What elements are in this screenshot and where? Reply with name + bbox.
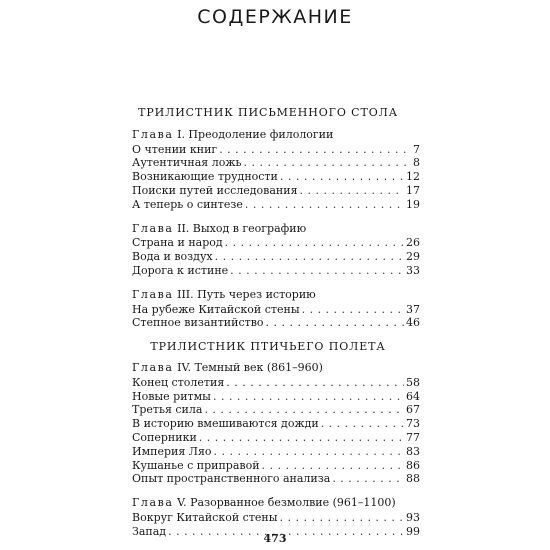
- chapter-heading: V. Разорванное безмолвие (961–1100): [177, 496, 396, 510]
- entry-title: Вода и воздух: [132, 250, 213, 264]
- dot-leader: [219, 143, 411, 157]
- entry-title: Опыт пространственного анализа: [132, 472, 331, 486]
- page-number: 473: [263, 532, 287, 545]
- dot-leader: [302, 303, 404, 317]
- chapter-title: [132, 288, 420, 302]
- dot-leader: [280, 511, 404, 525]
- chapter-prefix: Глава: [132, 287, 174, 301]
- toc-entry[interactable]: [132, 376, 420, 390]
- page-title: СОДЕРЖАНИЕ: [197, 6, 353, 28]
- part-title: ТРИЛИСТНИК ПТИЧЬЕГО ПОЛЕТА: [150, 340, 386, 354]
- entry-page: 46: [406, 316, 420, 330]
- dot-leader: [226, 376, 404, 390]
- entry-page: 12: [406, 170, 420, 184]
- entry-page: 73: [406, 417, 420, 431]
- toc-entry[interactable]: [132, 170, 420, 184]
- entry-page: 37: [406, 302, 420, 316]
- entry-page: 99: [406, 524, 420, 538]
- entry-page: 64: [406, 389, 420, 403]
- dot-leader: [266, 316, 404, 330]
- entry-page: 67: [406, 403, 420, 417]
- entry-title: Третья сила: [132, 403, 203, 417]
- chapter-title: [132, 361, 420, 375]
- table-of-contents: [132, 106, 420, 549]
- entry-page: 17: [406, 183, 420, 197]
- entry-page: 26: [406, 236, 420, 250]
- entry-title: Аутентичная ложь: [132, 156, 242, 170]
- dot-leader: [332, 472, 404, 486]
- entry-page: 29: [406, 250, 420, 264]
- entry-title: Конец столетия: [132, 375, 225, 389]
- entry-title: В историю вмешиваются дожди: [132, 417, 319, 431]
- entry-title: Вокруг Китайской стены: [132, 510, 278, 524]
- chapter-heading: I. Преодоление филологии: [177, 127, 334, 141]
- entry-title: О чтении книг: [132, 142, 218, 156]
- toc-entry[interactable]: [132, 184, 420, 198]
- chapter-heading: II. Выход в географию: [177, 221, 307, 235]
- chapter-block: [132, 288, 420, 330]
- dot-leader: [300, 184, 404, 198]
- dot-leader: [214, 445, 404, 459]
- toc-entry[interactable]: [132, 156, 420, 170]
- toc-entry[interactable]: [132, 264, 420, 278]
- toc-entry[interactable]: [132, 390, 420, 404]
- chapter-prefix: Глава: [132, 496, 174, 510]
- toc-entry[interactable]: [132, 198, 420, 212]
- toc-entry[interactable]: [132, 143, 420, 157]
- toc-entry[interactable]: [132, 459, 420, 473]
- dot-leader: [215, 250, 404, 264]
- entry-title: Новые ритмы: [132, 389, 211, 403]
- chapter-block: [132, 361, 420, 486]
- dot-leader: [204, 403, 404, 417]
- dot-leader: [230, 264, 404, 278]
- entry-title: Возникающие трудности: [132, 170, 278, 184]
- entry-title: Соперники: [132, 430, 197, 444]
- dot-leader: [321, 417, 404, 431]
- entry-title: Страна и народ: [132, 236, 223, 250]
- chapter-title: [132, 128, 420, 142]
- dot-leader: [225, 236, 404, 250]
- entry-title: А теперь о синтезе: [132, 197, 243, 211]
- toc-entry[interactable]: [132, 472, 420, 486]
- toc-entry[interactable]: [132, 403, 420, 417]
- dot-leader: [243, 156, 411, 170]
- entry-page: 77: [406, 430, 420, 444]
- entry-title: Запад: [132, 524, 167, 538]
- entry-page: 88: [406, 472, 420, 486]
- entry-title: Степное византийство: [132, 316, 264, 330]
- toc-entry[interactable]: [132, 316, 420, 330]
- chapter-block: [132, 222, 420, 278]
- chapter-title: [132, 222, 420, 236]
- dot-leader: [262, 459, 404, 473]
- dot-leader: [199, 431, 404, 445]
- chapter-prefix: Глава: [132, 127, 174, 141]
- toc-entry[interactable]: [132, 250, 420, 264]
- entry-page: 19: [406, 197, 420, 211]
- chapter-prefix: Глава: [132, 360, 174, 374]
- toc-entry[interactable]: [132, 417, 420, 431]
- entry-page: 83: [406, 444, 420, 458]
- entry-title: Империя Ляо: [132, 444, 212, 458]
- entry-page: 86: [406, 458, 420, 472]
- entry-page: 7: [413, 142, 420, 156]
- toc-entry[interactable]: [132, 303, 420, 317]
- chapter-title: [132, 496, 420, 510]
- toc-entry[interactable]: [132, 445, 420, 459]
- entry-title: На рубеже Китайской стены: [132, 302, 300, 316]
- entry-page: 33: [406, 263, 420, 277]
- entry-page: 8: [413, 156, 420, 170]
- entry-title: Поиски путей исследования: [132, 183, 298, 197]
- chapter-block: [132, 128, 420, 212]
- part-title: ТРИЛИСТНИК ПИСЬМЕННОГО СТОЛА: [138, 106, 398, 119]
- chapter-heading: III. Путь через историю: [177, 287, 316, 301]
- dot-leader: [280, 170, 404, 184]
- toc-entry[interactable]: [132, 431, 420, 445]
- entry-title: Кушанье с приправой: [132, 458, 260, 472]
- chapter-prefix: Глава: [132, 221, 174, 235]
- toc-entry[interactable]: [132, 236, 420, 250]
- dot-leader: [213, 390, 404, 404]
- entry-page: 58: [406, 375, 420, 389]
- entry-page: 93: [406, 510, 420, 524]
- chapter-heading: IV. Темный век (861–960): [177, 360, 323, 374]
- dot-leader: [245, 198, 404, 212]
- entry-title: Дорога к истине: [132, 263, 229, 277]
- toc-entry[interactable]: [132, 511, 420, 525]
